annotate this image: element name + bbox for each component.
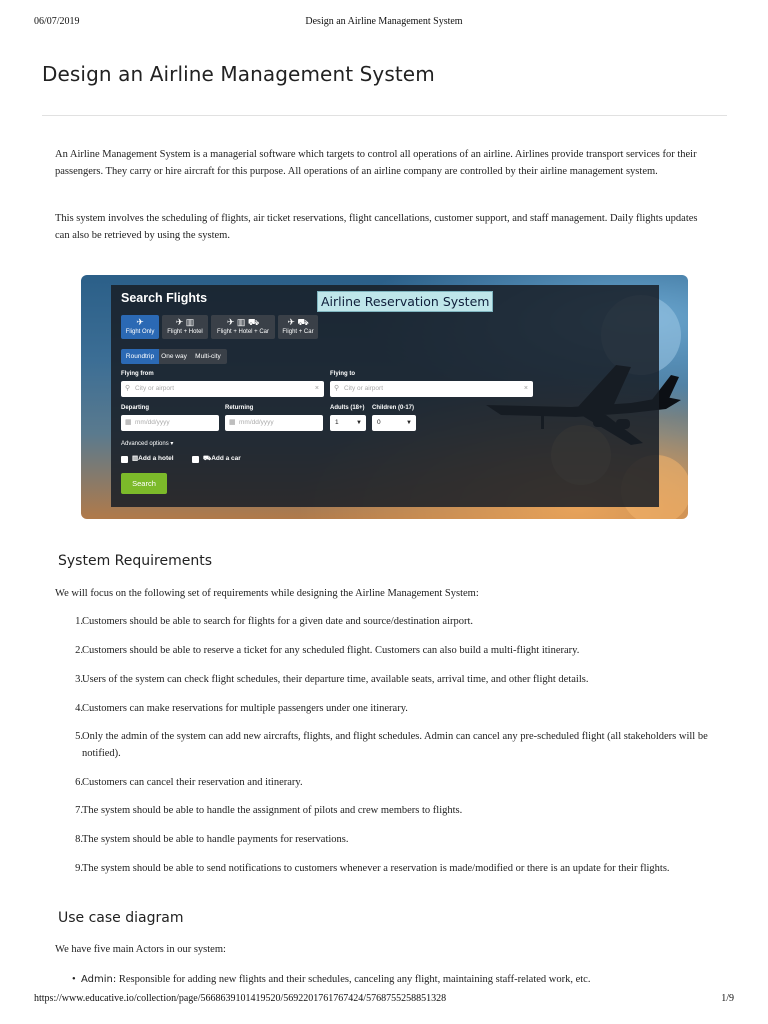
trip-type-one-way[interactable]: One way [159,349,189,364]
location-pin-icon: ⚲ [125,385,131,392]
location-pin-icon: ⚲ [334,385,340,392]
flying-from-label: Flying from [121,371,154,377]
calendar-icon: ▦ [125,419,132,426]
print-page-number: 1/9 [721,993,734,1004]
hotel-icon: ▥ [132,455,139,462]
add-car-label: ⛟Add a car [203,455,241,462]
plane-hotel-car-icon: ✈ ▥ ⛟ [226,317,260,327]
print-date: 06/07/2019 [34,16,80,27]
plane-hotel-icon: ✈ ▥ [175,317,195,327]
flying-to-label: Flying to [330,371,355,377]
departing-date-input[interactable]: ▦ mm/dd/yyyy [121,415,219,431]
add-hotel-label: ▥Add a hotel [132,455,174,462]
flying-from-input[interactable]: ⚲ City or airport × [121,381,324,397]
actors-list [55,971,715,988]
clear-icon[interactable]: × [523,385,528,392]
usecase-heading: Use case diagram [58,910,184,926]
airline-reservation-image [81,275,688,519]
adults-select[interactable]: 1 ▼ [330,415,366,431]
adults-label: Adults (18+) [330,405,365,411]
clear-icon[interactable]: × [314,385,319,392]
airline-reservation-banner: Airline Reservation System [317,291,493,312]
children-select[interactable]: 0 ▼ [372,415,416,431]
search-flights-title: Search Flights [121,291,208,305]
intro-paragraph-2: This system involves the scheduling of flights, air ticket reservations, flight cancellations, customer support, and staff management. Daily flights updates can also be retrieved by using the system. [55,213,698,241]
search-button[interactable]: Search [121,473,167,494]
tab-flight-car[interactable]: ✈ ⛟ Flight + Car [278,315,318,339]
requirements-heading: System Requirements [58,553,212,569]
returning-date-input[interactable]: ▦ mm/dd/yyyy [225,415,323,431]
intro-paragraph-1: An Airline Management System is a managerial software which targets to control all operations of an airline. Airlines provide transport services for their passengers. They carry or hire aircraft for this purpose. All operations of an airline company are controlled by their airline management system. [55,149,697,177]
trip-type-roundtrip[interactable]: Roundtrip [121,349,159,364]
tab-flight-hotel-car[interactable]: ✈ ▥ ⛟ Flight + Hotel + Car [211,315,275,339]
print-doc-title: Design an Airline Management System [305,16,463,27]
add-hotel-checkbox[interactable] [121,456,128,463]
calendar-icon: ▦ [229,419,236,426]
page-title: Design an Airline Management System [42,62,435,86]
bullet-icon: • [72,974,76,985]
flying-to-input[interactable]: ⚲ City or airport × [330,381,533,397]
chevron-down-icon: ▼ [406,420,412,426]
print-url: https://www.educative.io/collection/page/5668639101419520/5692201761767424/5768755258851328 [34,993,447,1004]
tab-flight-only[interactable]: ✈ Flight Only [121,315,159,339]
tab-flight-hotel[interactable]: ✈ ▥ Flight + Hotel [162,315,208,339]
trip-type-multi-city[interactable]: Multi-city [189,349,227,364]
returning-label: Returning [225,405,254,411]
title-divider [42,115,727,116]
chevron-down-icon: ▼ [356,420,362,426]
children-label: Children (0-17) [372,405,415,411]
car-icon: ⛟ [203,455,212,462]
print-footer [34,993,734,1007]
list-item: • Admin: Responsible for adding new flights and their schedules, canceling any flight, maintaining staff-related work, etc. [55,971,715,988]
requirements-intro: We will focus on the following set of requirements while designing the Airline Management System: [55,588,479,599]
add-car-checkbox[interactable] [192,456,199,463]
search-flights-panel [111,285,659,507]
plane-car-icon: ✈ ⛟ [287,317,309,327]
print-header [34,16,734,30]
usecase-intro: We have five main Actors in our system: [55,944,226,955]
plane-icon: ✈ [136,317,144,327]
advanced-options-link[interactable]: Advanced options ▾ [121,441,174,447]
departing-label: Departing [121,405,150,411]
